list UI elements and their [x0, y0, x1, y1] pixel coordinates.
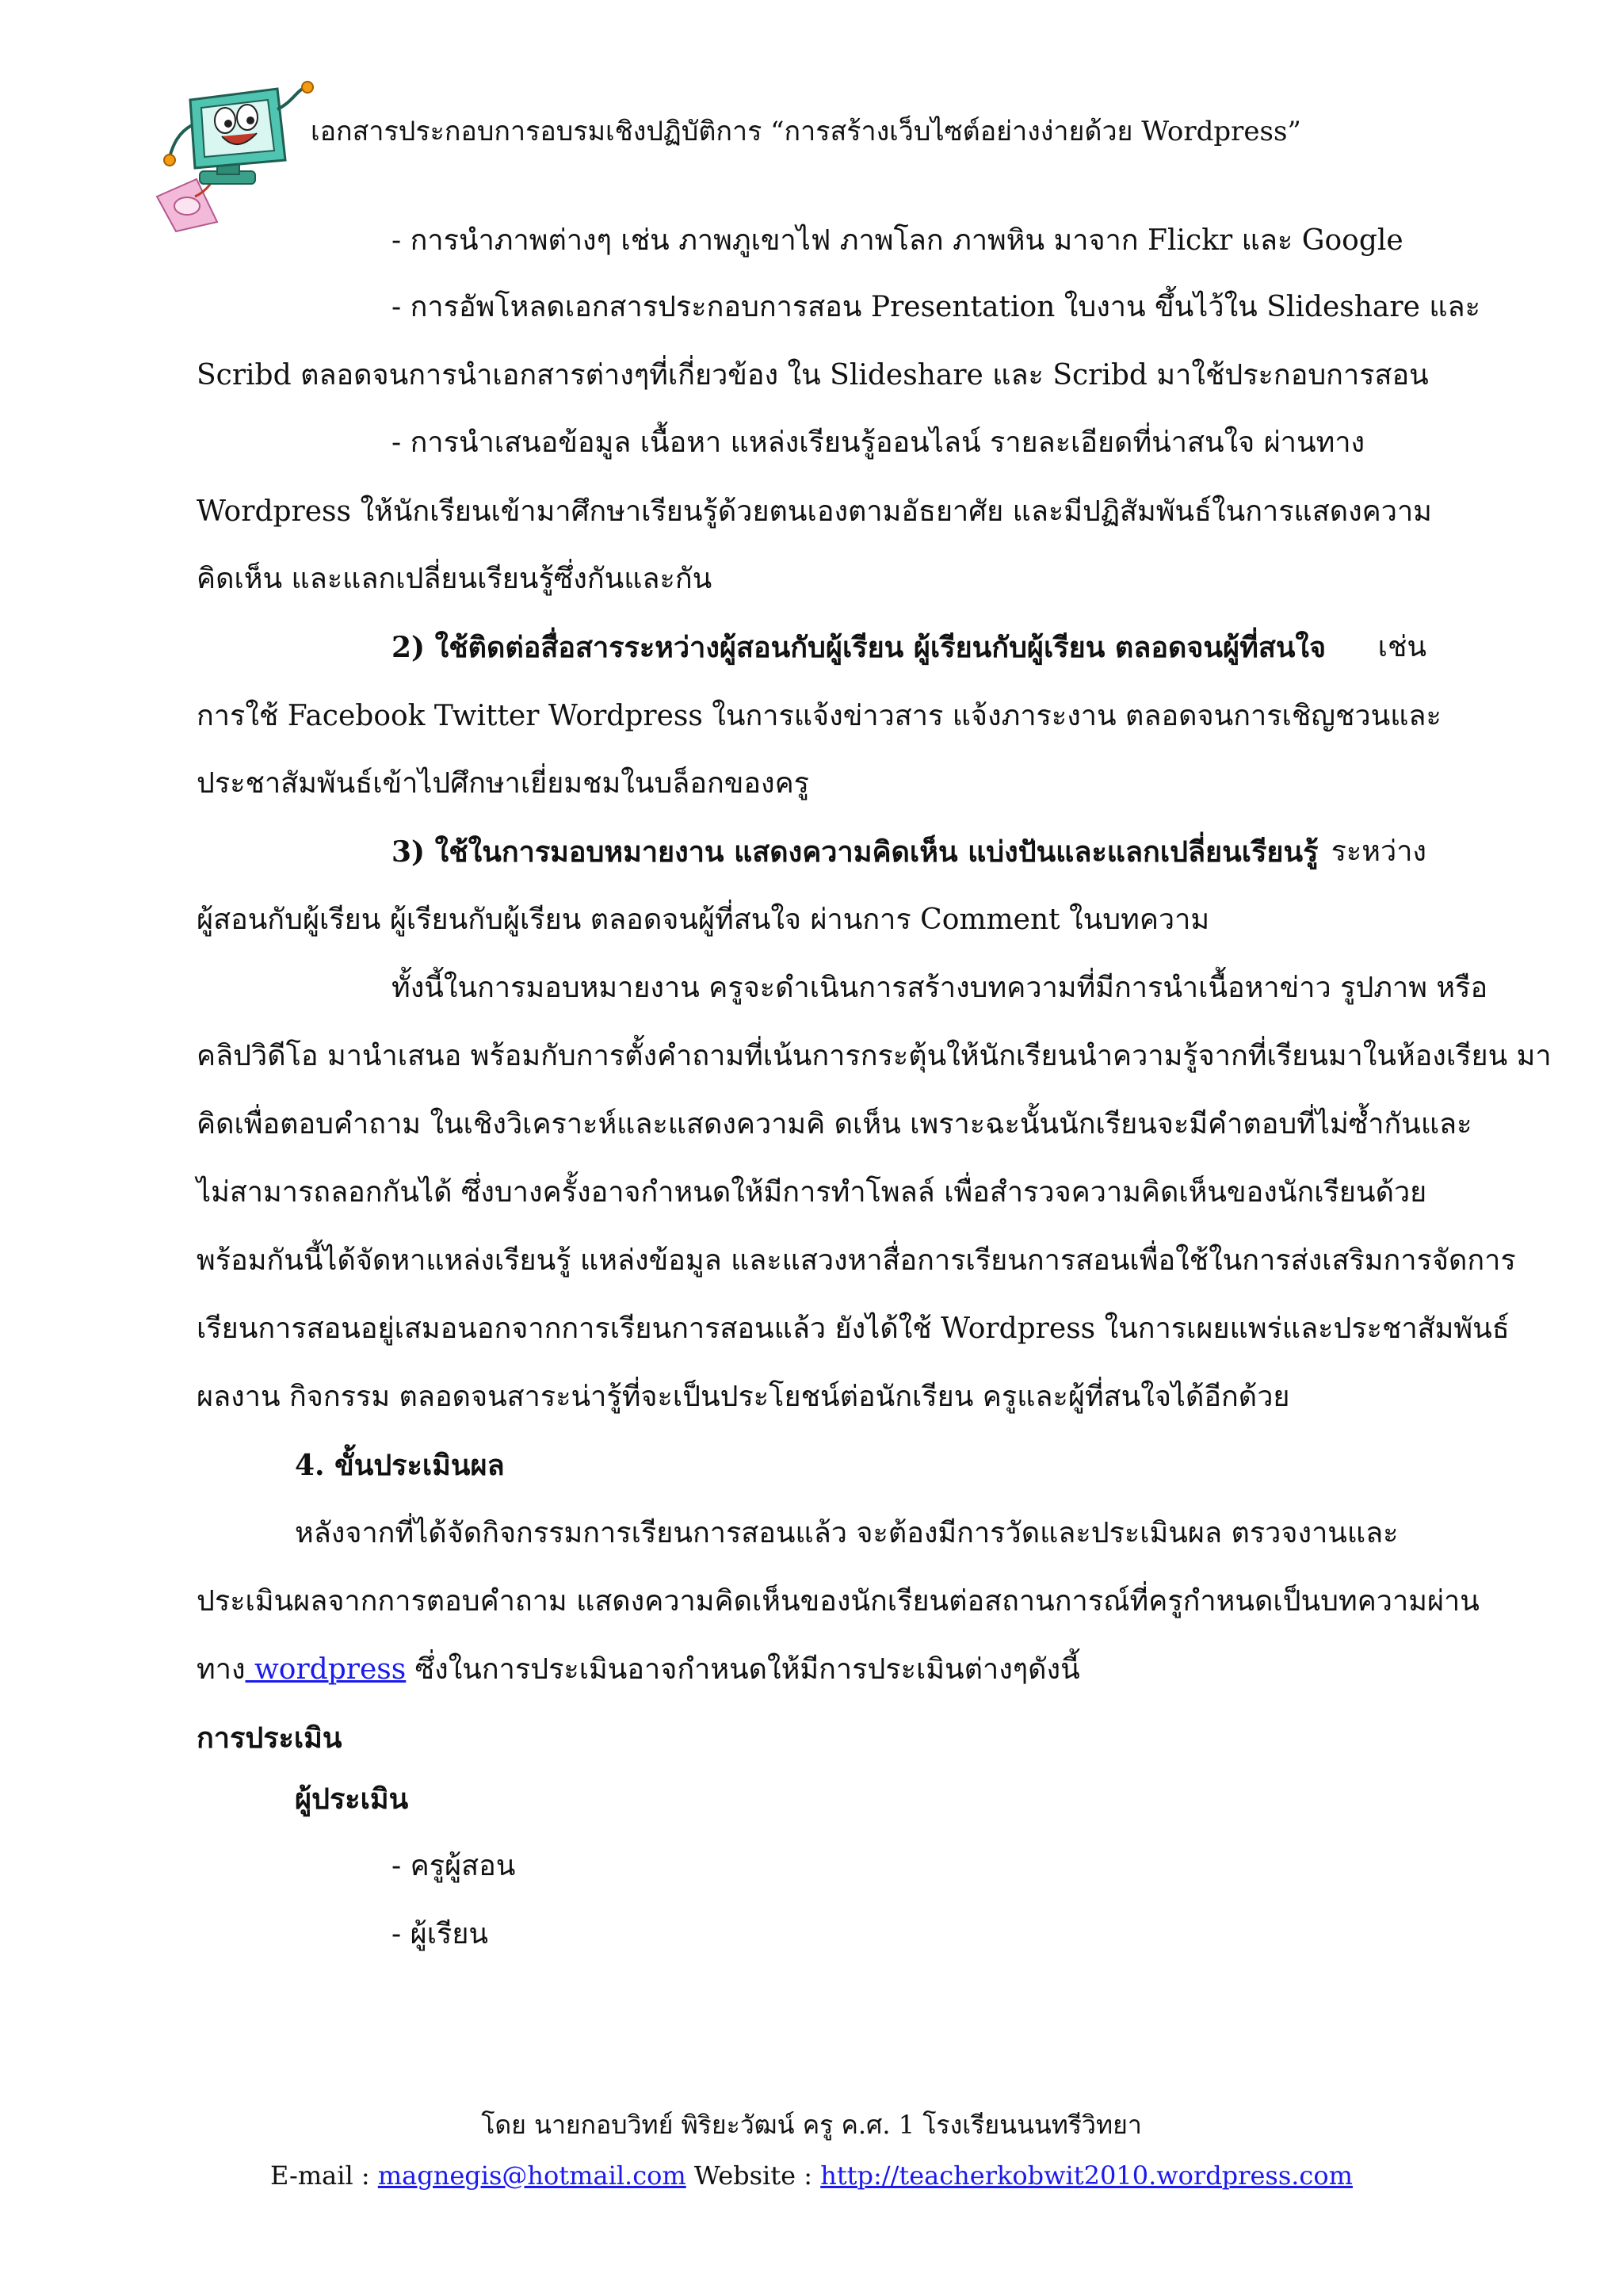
paragraph-text: ทาง [197, 1653, 246, 1686]
paragraph-text: - การอัพโหลดเอกสารประกอบการสอน Presentation ใบงาน ขึ้นไว้ใน Slideshare และ [391, 291, 1480, 323]
paragraph-line: - การนำภาพต่างๆ เช่น ภาพภูเขาไฟ ภาพโลก ภาพหิน มาจาก Flickr และ Google [391, 224, 1403, 257]
website-link[interactable]: http://teacherkobwit2010.wordpress.com [820, 2160, 1353, 2191]
paragraph-line: ผู้สอนกับผู้เรียน ผู้เรียนกับผู้เรียน ตลอดจนผู้ที่สนใจ ผ่านการ Comment ในบทความ [197, 904, 1210, 936]
paragraph-line: ทั้งนี้ในการมอบหมายงาน ครูจะดำเนินการสร้างบทความที่มีการนำเนื้อหาข่าว รูปภาพ หรือ [391, 972, 1488, 1004]
section-heading-text: 3) ใช้ในการมอบหมายงาน แสดงความคิดเห็น แบ่งปันและแลกเปลี่ยนเรียนรู้ [391, 835, 1319, 869]
section-heading-4: 4. ขั้นประเมินผล [295, 1449, 505, 1482]
paragraph-line: ผลงาน กิจกรรม ตลอดจนสาระน่ารู้ที่จะเป็นประโยชน์ต่อนักเรียน ครูและผู้ที่สนใจได้อีกด้วย [197, 1381, 1290, 1413]
section-heading-2 [391, 628, 1426, 667]
paragraph-line: คิดเพื่อตอบคำถาม ในเชิงวิเคราะห์และแสดงความคิ ดเห็น เพราะฉะนั้นนักเรียนจะมีคำตอบที่ไม่ซ้ำกันและ [197, 1108, 1472, 1140]
wordpress-link[interactable]: wordpress [245, 1653, 407, 1686]
section-heading-tail: ระหว่าง [1331, 835, 1426, 868]
evaluation-heading: การประเมิน [197, 1721, 342, 1755]
list-item: - ครูผู้สอน [391, 1850, 516, 1882]
evaluator-heading: ผู้ประเมิน [295, 1782, 409, 1816]
paragraph-line: ไม่สามารถลอกกันได้ ซึ่งบางครั้งอาจกำหนดให้มีการทำโพลล์ เพื่อสำรวจความคิดเห็นของนักเรียนด้วย [197, 1176, 1427, 1209]
list-item: - ผู้เรียน [391, 1918, 489, 1950]
website-label: Website : [685, 2160, 821, 2191]
email-link[interactable]: magnegis@hotmail.com [377, 2160, 686, 2191]
email-label: E-mail : [270, 2160, 378, 2191]
paragraph-line: Wordpress ให้นักเรียนเข้ามาศึกษาเรียนรู้ด้วยตนเองตามอัธยาศัย และมีปฏิสัมพันธ์ในการแสดงความ [197, 495, 1432, 528]
section-heading-text: 2) ใช้ติดต่อสื่อสารระหว่างผู้สอนกับผู้เรียน ผู้เรียนกับผู้เรียน ตลอดจนผู้ที่สนใจ [391, 631, 1327, 664]
paragraph-line: คลิปวิดีโอ มานำเสนอ พร้อมกับการตั้งคำถามที่เน้นการกระตุ้นให้นักเรียนนำความรู้จากที่เรียนมาในห้องเรียน มา [197, 1040, 1552, 1072]
paragraph-line: เรียนการสอนอยู่เสมอนอกจากการเรียนการสอนแล้ว ยังได้ใช้ Wordpress ในการเผยแพร่และประชาสัมพันธ์ [197, 1312, 1510, 1345]
paragraph-line [391, 288, 1480, 327]
footer-contact [0, 2160, 1623, 2191]
paragraph-line: Scribd ตลอดจนการนำเอกสารต่างๆที่เกี่ยวข้อง ใน Slideshare และ Scribd มาใช้ประกอบการสอน [197, 359, 1429, 392]
computer-mascot-icon [149, 78, 315, 232]
paragraph-text: ซึ่งในการประเมินอาจกำหนดให้มีการประเมินต่างๆดังนี้ [406, 1653, 1080, 1686]
paragraph-line: คิดเห็น และแลกเปลี่ยนเรียนรู้ซึ่งกันและกัน [197, 563, 712, 595]
section-heading-tail: เช่น [1377, 631, 1426, 663]
paragraph-line: - การนำเสนอข้อมูล เนื้อหา แหล่งเรียนรู้ออนไลน์ รายละเอียดที่น่าสนใจ ผ่านทาง [391, 426, 1365, 459]
section-heading-3 [391, 833, 1426, 871]
header-caption: เอกสารประกอบการอบรมเชิงปฏิบัติการ “การสร้างเว็บไซต์อย่างง่ายด้วย Wordpress” [311, 116, 1301, 147]
paragraph-line: ประชาสัมพันธ์เข้าไปศึกษาเยี่ยมชมในบล็อกของครู [197, 767, 809, 800]
paragraph-line: พร้อมกันนี้ได้จัดหาแหล่งเรียนรู้ แหล่งข้อมูล และแสวงหาสื่อการเรียนการสอนเพื่อใช้ในการส่งเสริมการจัดการ [197, 1244, 1516, 1277]
paragraph-line: การใช้ Facebook Twitter Wordpress ในการแจ้งข่าวสาร แจ้งภาระงาน ตลอดจนการเชิญชวนและ [197, 700, 1442, 732]
paragraph-line [197, 1651, 1080, 1689]
paragraph-line: ประเมินผลจากการตอบคำถาม แสดงความคิดเห็นของนักเรียนต่อสถานการณ์ที่ครูกำหนดเป็นบทความผ่าน [197, 1585, 1480, 1618]
paragraph-line: หลังจากที่ได้จัดกิจกรรมการเรียนการสอนแล้ว จะต้องมีการวัดและประเมินผล ตรวจงานและ [295, 1517, 1399, 1549]
footer-author: โดย นายกอบวิทย์ พิริยะวัฒน์ ครู ค.ศ. 1 โรงเรียนนนทรีวิทยา [481, 2110, 1142, 2140]
